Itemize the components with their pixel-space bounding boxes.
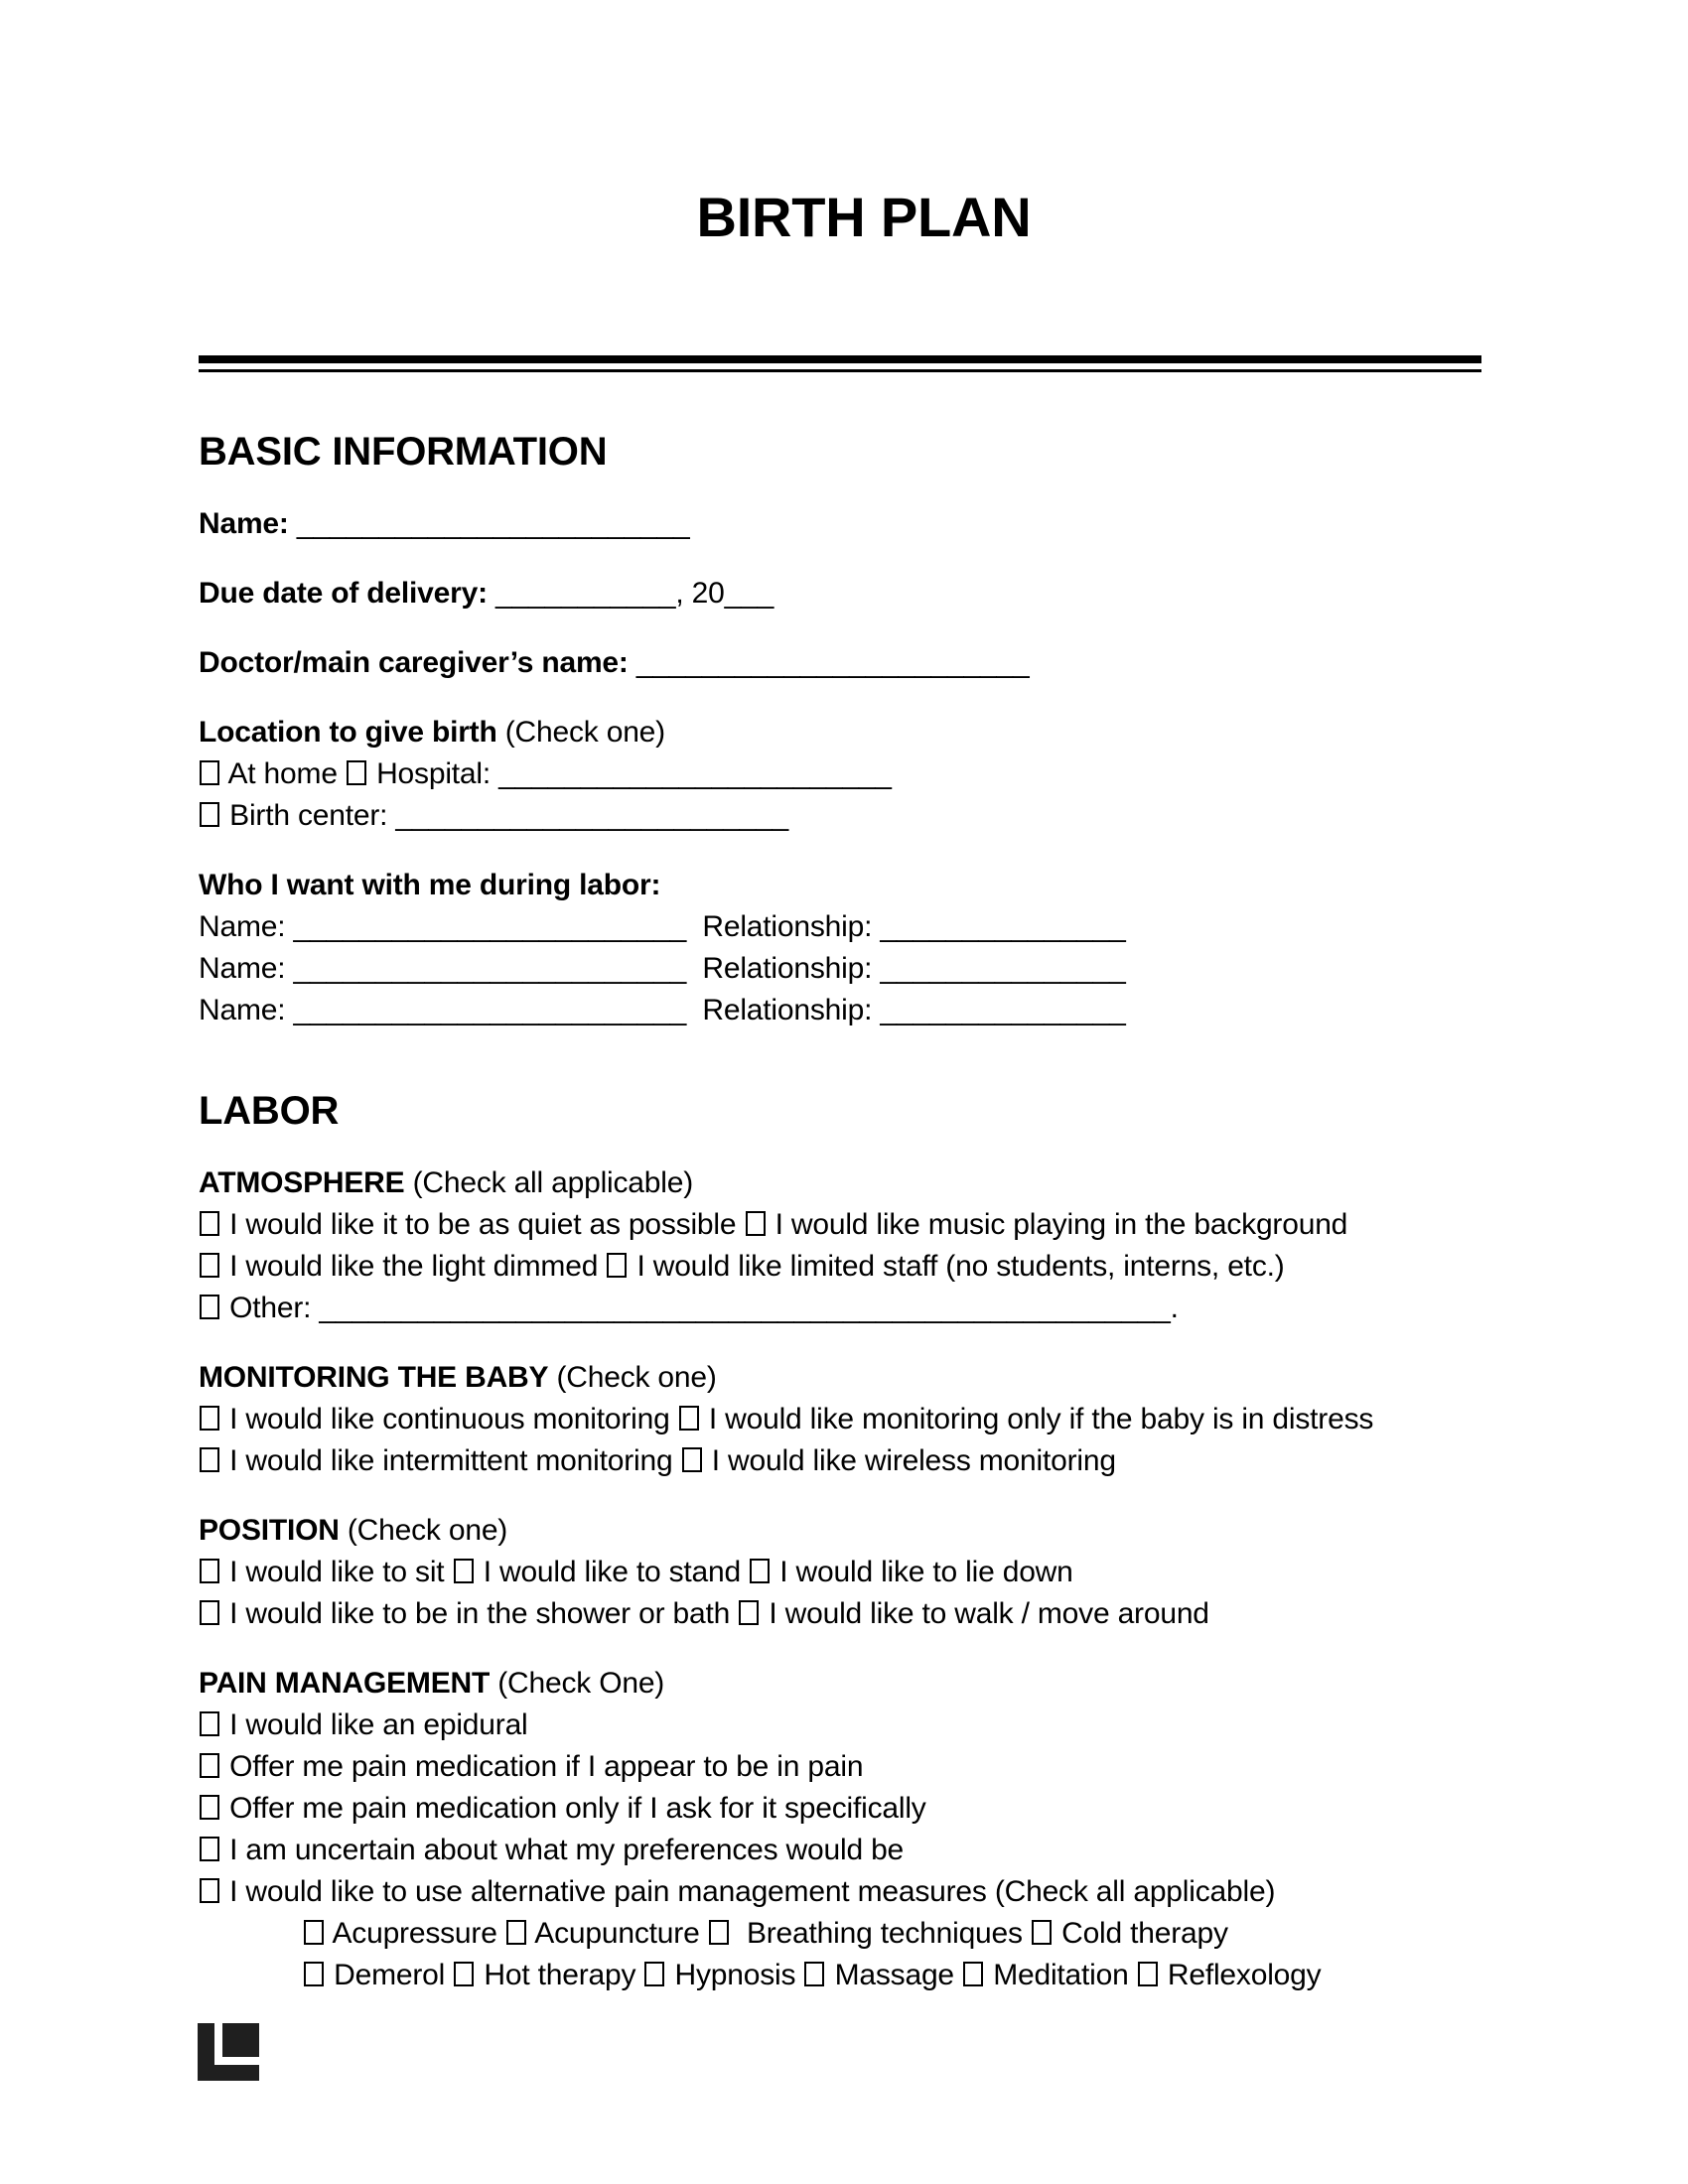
checkbox-icon (304, 1962, 324, 1986)
checkbox-icon (750, 1559, 770, 1583)
checkbox-icon (200, 1753, 219, 1778)
location-line-home-hospital: At home Hospital: ________________________ (199, 753, 1529, 795)
checkbox-icon (709, 1920, 729, 1945)
page-title: BIRTH PLAN (696, 186, 1032, 248)
checklist-line: I would like to sit I would like to stand I would like to lie down (199, 1552, 1529, 1593)
field-doctor-name (199, 642, 1529, 684)
location-line-birth-center: Birth center: ________________________ (199, 795, 1529, 837)
location-group (199, 712, 1529, 837)
position-heading (199, 1510, 1529, 1552)
atmosphere-group (199, 1162, 1529, 1329)
field-doctor-name-blank: ________________________ (628, 646, 1030, 679)
section-heading-basic-information: BASIC INFORMATION (199, 430, 608, 474)
checkbox-icon (682, 1447, 702, 1472)
checkbox-icon (746, 1211, 766, 1236)
checkbox-icon (506, 1920, 526, 1945)
checkbox-icon (200, 802, 219, 827)
companions-group (199, 865, 1529, 1031)
checkbox-icon (200, 1295, 219, 1319)
checklist-line: I would like to be in the shower or bath I would like to walk / move around (199, 1593, 1529, 1635)
companions-label: Who I want with me during labor: (199, 869, 661, 901)
checkbox-icon (200, 1795, 219, 1820)
checkbox-icon (1138, 1962, 1158, 1986)
companions-heading (199, 865, 1529, 906)
checkbox-icon (200, 1837, 219, 1861)
logo-l-icon (198, 2023, 259, 2081)
checkbox-icon (963, 1962, 983, 1986)
companion-row: Name: ________________________ Relationship: _______________ (199, 910, 1126, 943)
checklist-line: Offer me pain medication if I appear to be in pain (199, 1746, 1529, 1788)
companion-row: Name: ________________________ Relationship: _______________ (199, 952, 1126, 985)
location-heading (199, 712, 1529, 753)
checkbox-icon (200, 1406, 219, 1431)
monitoring-heading (199, 1357, 1529, 1399)
position-label: POSITION (199, 1514, 340, 1547)
atmosphere-heading (199, 1162, 1529, 1204)
pain-management-label: PAIN MANAGEMENT (199, 1667, 491, 1700)
checklist-line-other: Other: ____________________________________________________. (199, 1288, 1529, 1329)
section-heading-labor: LABOR (199, 1089, 340, 1133)
checkbox-icon (200, 1559, 219, 1583)
location-label: Location to give birth (199, 716, 497, 749)
monitoring-note: (Check one) (548, 1361, 717, 1394)
checkbox-icon (1032, 1920, 1052, 1945)
checklist-line: I would like to use alternative pain management measures (Check all applicable) (199, 1871, 1529, 1913)
legal-templates-logo (198, 2023, 259, 2081)
checklist-subline: Demerol Hot therapy Hypnosis Massage Meditation Reflexology (199, 1955, 1529, 1996)
checklist-line: I would like an epidural (199, 1705, 1529, 1746)
atmosphere-label: ATMOSPHERE (199, 1166, 405, 1199)
monitoring-group (199, 1357, 1529, 1482)
checklist-line: I would like intermittent monitoring I would like wireless monitoring (199, 1440, 1529, 1482)
checkbox-icon (739, 1600, 759, 1625)
checklist-line: I would like the light dimmed I would like limited staff (no students, interns, etc.) (199, 1246, 1529, 1288)
field-due-date-blank: ___________, 20___ (487, 577, 774, 610)
checklist-line: I would like continuous monitoring I would like monitoring only if the baby is in distress (199, 1399, 1529, 1440)
checkbox-icon (454, 1559, 474, 1583)
checklist-line: I am uncertain about what my preferences would be (199, 1830, 1529, 1871)
checklist-line: Offer me pain medication only if I ask for it specifically (199, 1788, 1529, 1830)
checkbox-icon (804, 1962, 824, 1986)
position-note: (Check one) (339, 1514, 508, 1547)
checkbox-icon (200, 1211, 219, 1236)
field-doctor-name-label: Doctor/main caregiver’s name: (199, 646, 629, 679)
checkbox-icon (200, 760, 219, 785)
checkbox-icon (200, 1253, 219, 1278)
field-due-date-label: Due date of delivery: (199, 577, 488, 610)
field-name-label: Name: (199, 507, 289, 540)
checkbox-icon (644, 1962, 664, 1986)
checkbox-icon (679, 1406, 699, 1431)
location-note: (Check one) (496, 716, 665, 749)
checklist-line: I would like it to be as quiet as possible I would like music playing in the background (199, 1204, 1529, 1246)
checklist-subline: Acupressure Acupuncture Breathing techniques Cold therapy (199, 1913, 1529, 1955)
checkbox-icon (454, 1962, 474, 1986)
companion-row: Name: ________________________ Relationship: _______________ (199, 994, 1126, 1026)
field-due-date (199, 573, 1529, 614)
title-divider (199, 355, 1481, 372)
checkbox-icon (304, 1920, 324, 1945)
checkbox-icon (200, 1600, 219, 1625)
checkbox-icon (200, 1711, 219, 1736)
checkbox-icon (200, 1447, 219, 1472)
field-name (199, 503, 1529, 545)
atmosphere-note: (Check all applicable) (404, 1166, 694, 1199)
checkbox-icon (200, 1878, 219, 1903)
pain-management-group (199, 1663, 1529, 1996)
checkbox-icon (347, 760, 366, 785)
monitoring-label: MONITORING THE BABY (199, 1361, 549, 1394)
pain-management-heading (199, 1663, 1529, 1705)
position-group (199, 1510, 1529, 1635)
field-name-blank: ________________________ (288, 507, 690, 540)
checkbox-icon (607, 1253, 627, 1278)
pain-management-note: (Check One) (490, 1667, 665, 1700)
